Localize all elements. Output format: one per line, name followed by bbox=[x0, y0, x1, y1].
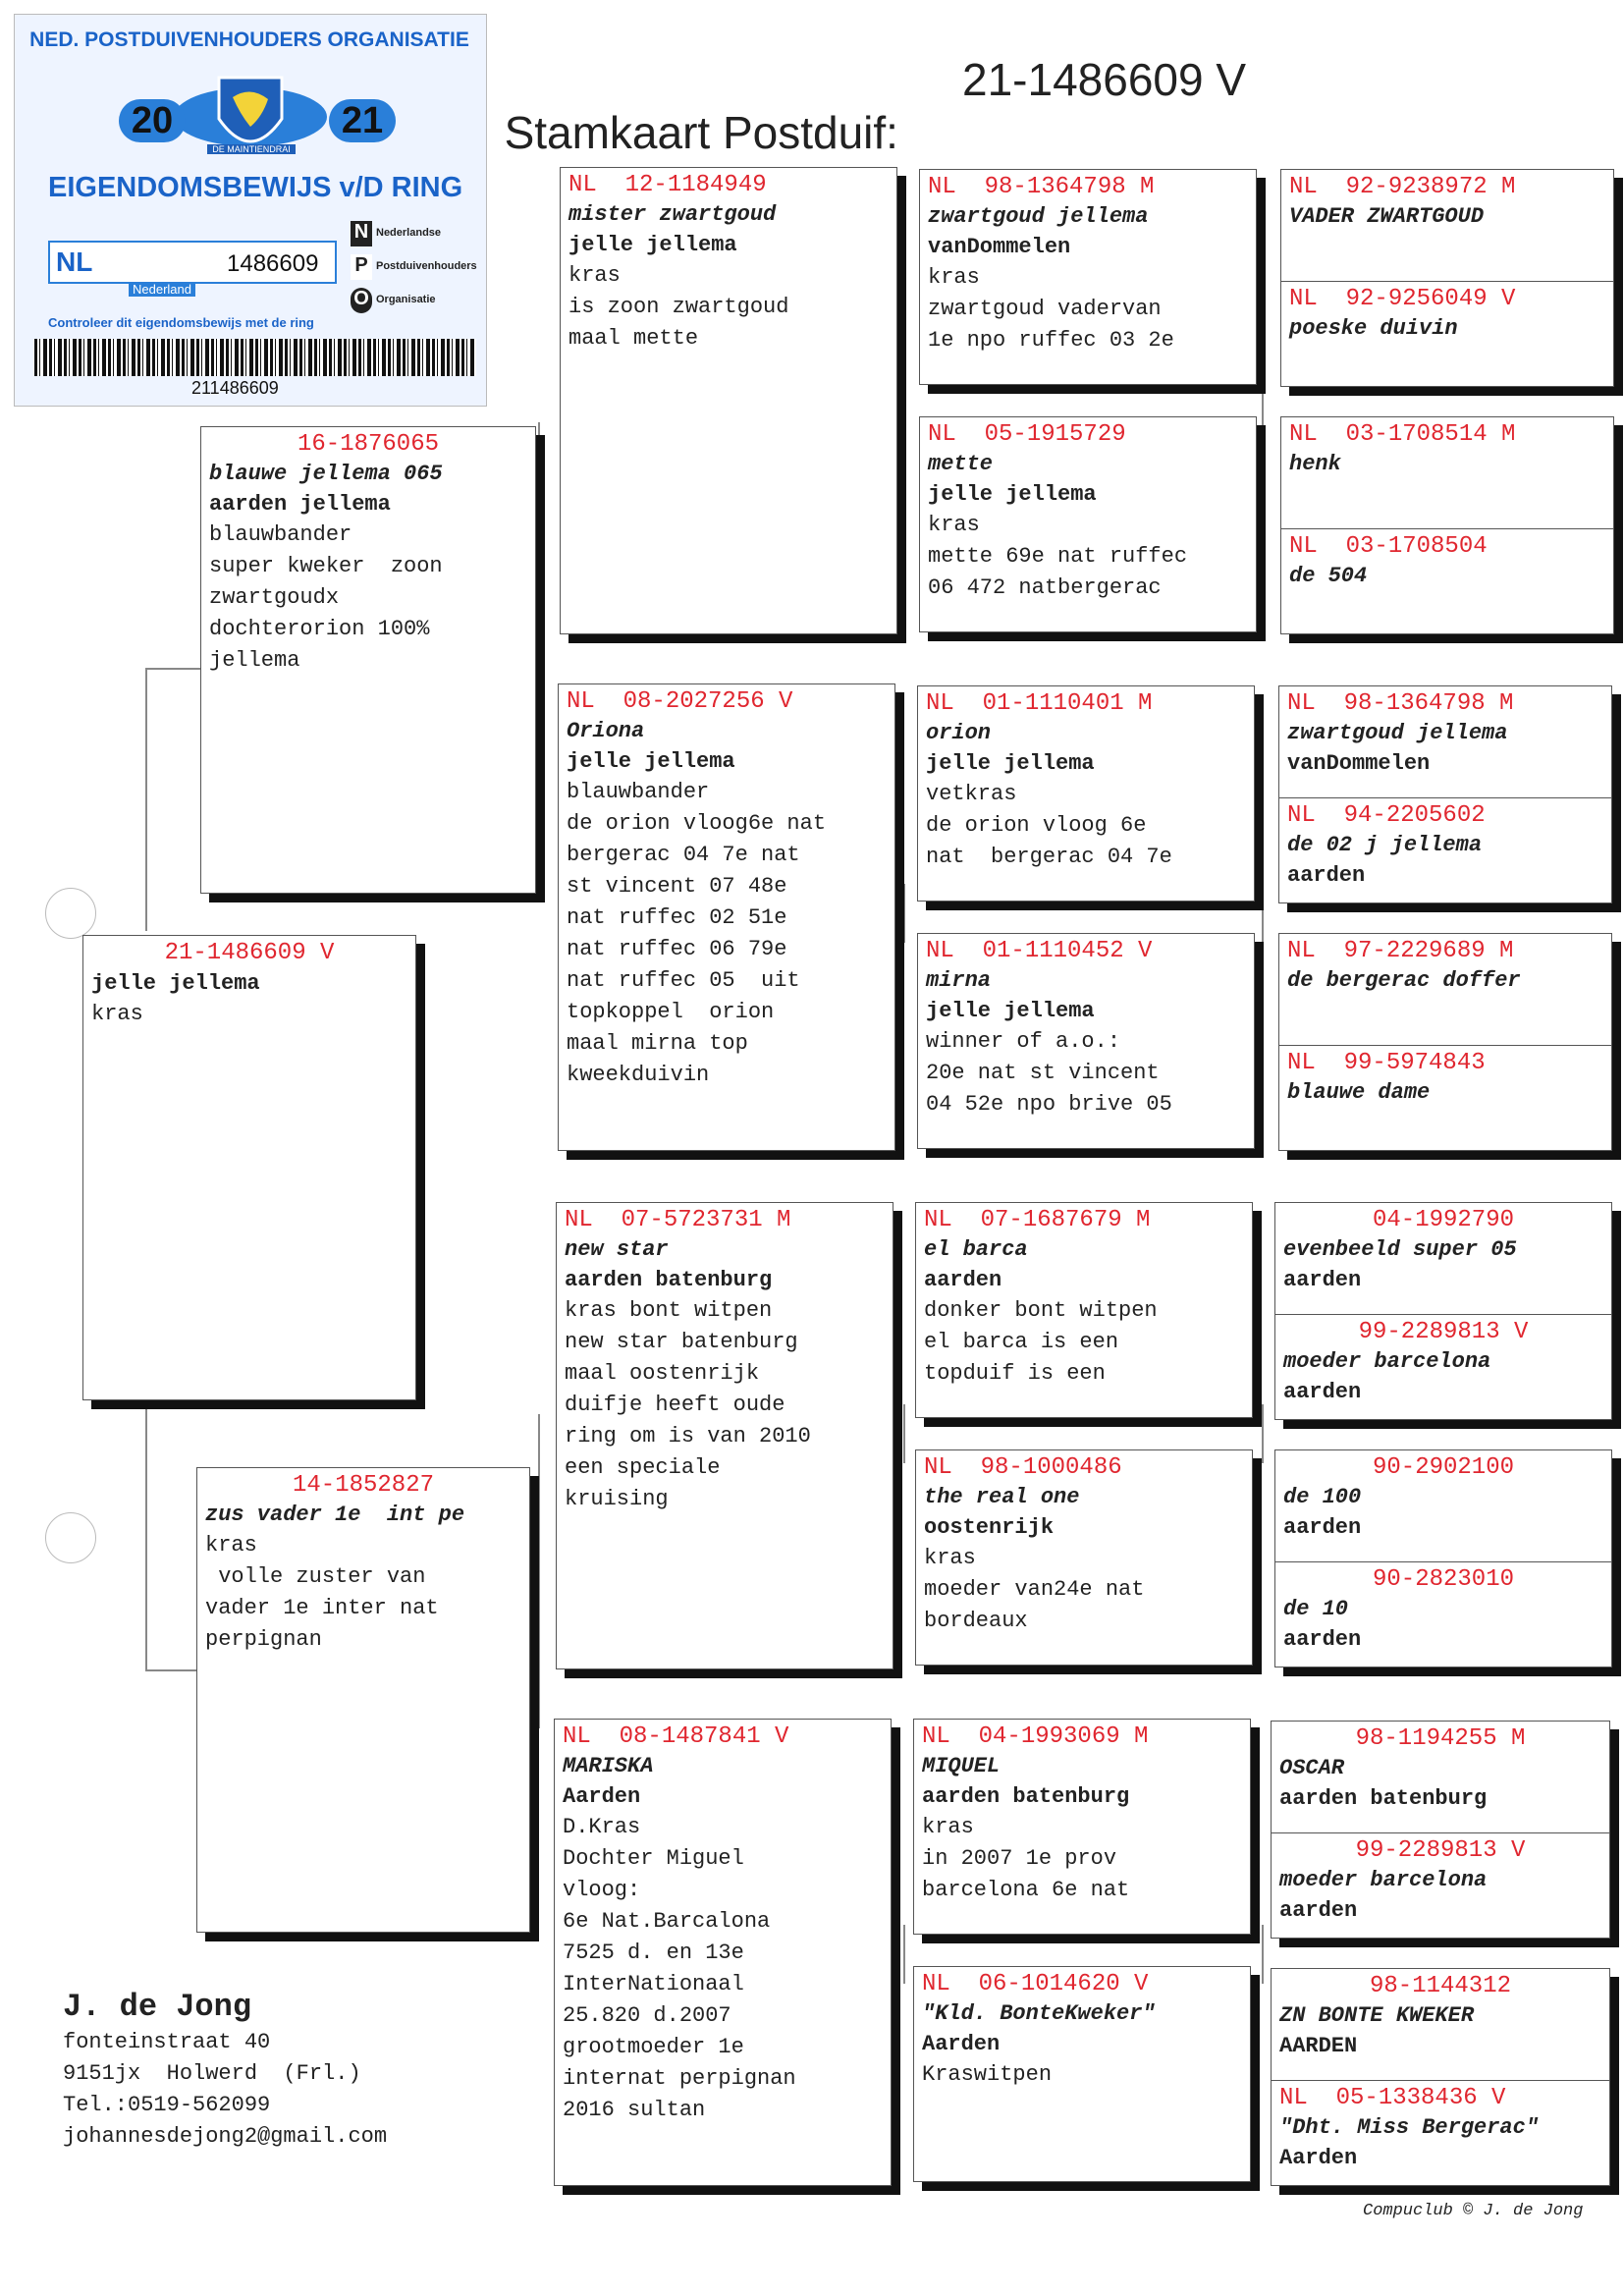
info-line: new star batenburg bbox=[565, 1330, 798, 1354]
info-line: internat perpignan bbox=[563, 2066, 796, 2091]
pigeon-name: jelle jellema bbox=[91, 971, 260, 996]
pigeon-ring: NL 99-5974843 bbox=[1287, 1050, 1486, 1076]
pigeon-ring: NL 12-1184949 bbox=[568, 172, 767, 198]
owner-name: aarden bbox=[924, 1268, 1002, 1292]
page-title bbox=[479, 53, 898, 159]
pigeon-ring: NL 06-1014620 V bbox=[922, 1971, 1149, 1997]
info-line: duifje heeft oude bbox=[565, 1393, 785, 1417]
owner-name: jelle jellema bbox=[568, 233, 737, 257]
info-line: 20e nat st vincent bbox=[926, 1061, 1160, 1085]
nederland-label: Nederland bbox=[129, 282, 195, 297]
pigeon-name: Oriona bbox=[567, 719, 645, 743]
info-line: kras bbox=[91, 1002, 143, 1026]
info-line: een speciale bbox=[565, 1455, 721, 1480]
divider bbox=[1272, 2080, 1609, 2173]
connector-line bbox=[903, 884, 905, 943]
divider bbox=[1275, 1561, 1611, 1655]
owner-name: jelle jellema bbox=[926, 751, 1095, 776]
pigeon-name: evenbeeld super 05 bbox=[1283, 1237, 1517, 1262]
info-line: topduif is een bbox=[924, 1361, 1106, 1386]
pigeon-ring: NL 92-9256049 V bbox=[1289, 286, 1516, 312]
npo-line-2: Postduivenhouders bbox=[376, 260, 477, 272]
info-line: kras bbox=[928, 513, 980, 537]
info-line: ring om is van 2010 bbox=[565, 1424, 811, 1449]
barcode bbox=[34, 339, 476, 376]
owner-name: vanDommelen bbox=[1287, 751, 1431, 776]
pigeon-name: MARISKA bbox=[563, 1754, 654, 1778]
info-line: 2016 sultan bbox=[563, 2098, 706, 2122]
info-line: topkoppel orion bbox=[567, 1000, 775, 1024]
info-line: kras bbox=[205, 1533, 257, 1558]
year-left-badge bbox=[119, 99, 186, 142]
year-right-badge bbox=[329, 99, 396, 142]
owner-name: Aarden bbox=[563, 1784, 641, 1809]
pigeon-name: de 100 bbox=[1283, 1485, 1362, 1509]
info-line: 25.820 d.2007 bbox=[563, 2003, 731, 2028]
pigeon-name: new star bbox=[565, 1237, 669, 1262]
info-line: barcelona 6e nat bbox=[922, 1878, 1130, 1902]
info-line: jellema bbox=[209, 648, 300, 673]
pigeon-ring: 16-1876065 bbox=[297, 431, 440, 458]
info-line: moeder van24e nat bbox=[924, 1577, 1145, 1602]
pigeon-name: moeder barcelona bbox=[1279, 1868, 1488, 1892]
owner-name: J. de Jong bbox=[63, 1989, 252, 2025]
info-line: zwartgoud vadervan bbox=[928, 297, 1162, 321]
title-ring: 21-1486609 V bbox=[962, 54, 1247, 105]
info-line: is zoon zwartgoud bbox=[568, 295, 789, 319]
great-grandparent-card bbox=[917, 685, 1255, 902]
pigeon-ring: 98-1194255 M bbox=[1355, 1725, 1526, 1752]
pigeon-name: blauwe dame bbox=[1287, 1080, 1431, 1105]
ownership-card bbox=[14, 14, 487, 407]
pigeon-name: mister zwartgoud bbox=[568, 202, 777, 227]
npo-letter-o: O bbox=[351, 288, 372, 313]
owner-city: 9151jx Holwerd (Frl.) bbox=[63, 2061, 361, 2086]
info-line: in 2007 1e prov bbox=[922, 1846, 1117, 1871]
pigeon-name: de 504 bbox=[1289, 564, 1368, 588]
pigeon-name: OSCAR bbox=[1279, 1756, 1345, 1780]
npo-logo bbox=[349, 221, 476, 329]
npo-line-3: Organisatie bbox=[376, 294, 436, 305]
info-line: InterNationaal bbox=[563, 1972, 744, 1996]
pigeon-ring: 21-1486609 V bbox=[164, 940, 335, 966]
owner-name: aarden batenburg bbox=[922, 1784, 1130, 1809]
connector-line bbox=[903, 1404, 905, 1463]
info-line: bergerac 04 7e nat bbox=[567, 843, 800, 867]
great-grandparent-card bbox=[919, 416, 1257, 632]
pigeon-name: henk bbox=[1289, 452, 1341, 476]
pigeon-name: MIQUEL bbox=[922, 1754, 1001, 1778]
info-line: grootmoeder 1e bbox=[563, 2035, 744, 2059]
info-line: vloog: bbox=[563, 1878, 641, 1902]
owner-name: aarden bbox=[1283, 1268, 1362, 1292]
info-line: kras bbox=[928, 265, 980, 290]
info-line: vetkras bbox=[926, 782, 1017, 806]
sire-card bbox=[200, 426, 536, 894]
connector-line bbox=[538, 1414, 540, 1728]
title-label: Stamkaart Postduif: bbox=[504, 107, 898, 158]
great-grandparent-card bbox=[919, 169, 1257, 385]
connector-line bbox=[1262, 884, 1264, 943]
owner-name: jelle jellema bbox=[567, 749, 735, 774]
owner-name: vanDommelen bbox=[928, 235, 1071, 259]
gen4-pair-card bbox=[1278, 933, 1612, 1151]
owner-street: fonteinstraat 40 bbox=[63, 2030, 271, 2054]
owner-name: Aarden bbox=[922, 2032, 1001, 2056]
owner-name: Aarden bbox=[1279, 2146, 1358, 2170]
owner-name: jelle jellema bbox=[926, 999, 1095, 1023]
info-line: nat ruffec 06 79e bbox=[567, 937, 787, 961]
divider bbox=[1281, 281, 1613, 344]
grandparent-card bbox=[560, 167, 897, 634]
pigeon-ring: NL 03-1708504 bbox=[1289, 533, 1488, 560]
info-line: D.Kras bbox=[563, 1815, 641, 1839]
info-line: 06 472 natbergerac bbox=[928, 575, 1162, 600]
pigeon-ring: 99-2289813 V bbox=[1358, 1319, 1529, 1345]
owner-name: aarden bbox=[1287, 863, 1366, 888]
dam-card bbox=[196, 1467, 530, 1933]
ring-number-field bbox=[48, 241, 337, 284]
info-line: 1e npo ruffec 03 2e bbox=[928, 328, 1174, 353]
info-line: nat bergerac 04 7e bbox=[926, 845, 1172, 869]
pigeon-name: de 10 bbox=[1283, 1597, 1349, 1621]
grandparent-card bbox=[554, 1719, 892, 2186]
divider bbox=[1272, 1832, 1609, 1926]
info-line: nat ruffec 02 51e bbox=[567, 905, 787, 930]
owner-name: jelle jellema bbox=[928, 482, 1097, 507]
subject-card bbox=[82, 935, 416, 1400]
info-line: 7525 d. en 13e bbox=[563, 1941, 744, 1965]
pigeon-name: de 02 j jellema bbox=[1287, 833, 1483, 857]
owner-block bbox=[63, 1988, 387, 2153]
info-line: maal oostenrijk bbox=[565, 1361, 760, 1386]
info-line: volle zuster van bbox=[205, 1564, 426, 1589]
info-line: de orion vloog6e nat bbox=[567, 811, 827, 836]
info-line: kras bbox=[568, 263, 621, 288]
pigeon-ring: 90-2823010 bbox=[1372, 1566, 1515, 1593]
connector-line bbox=[145, 1387, 147, 1671]
pigeon-ring: NL 03-1708514 M bbox=[1289, 421, 1516, 448]
pigeon-ring: 04-1992790 bbox=[1372, 1207, 1515, 1233]
info-line: kruising bbox=[565, 1487, 669, 1511]
owner-name: aarden bbox=[1283, 1627, 1362, 1652]
owner-name: oostenrijk bbox=[924, 1515, 1055, 1540]
gen4-pair-card bbox=[1271, 1721, 1610, 1939]
owner-phone: Tel.:0519-562099 bbox=[63, 2093, 271, 2117]
ring-number: 1486609 bbox=[227, 250, 319, 277]
gen4-pair-card bbox=[1274, 1449, 1612, 1667]
pigeon-name: moeder barcelona bbox=[1283, 1349, 1491, 1374]
pigeon-name: ZN BONTE KWEKER bbox=[1279, 2003, 1475, 2028]
info-line: maal mirna top bbox=[567, 1031, 748, 1056]
info-line: dochterorion 100% bbox=[209, 617, 430, 641]
pigeon-ring: NL 07-5723731 M bbox=[565, 1207, 791, 1233]
divider bbox=[1275, 1314, 1611, 1407]
info-line: kras bbox=[924, 1546, 976, 1570]
pigeon-ring: NL 05-1915729 bbox=[928, 421, 1126, 448]
pigeon-name: mirna bbox=[926, 968, 992, 993]
connector-line bbox=[145, 668, 147, 931]
great-grandparent-card bbox=[913, 1966, 1251, 2182]
connector-line bbox=[1262, 1925, 1264, 1984]
divider bbox=[1279, 797, 1611, 891]
pigeon-name: zus vader 1e int pe bbox=[205, 1503, 465, 1527]
info-line: bordeaux bbox=[924, 1609, 1028, 1633]
pigeon-ring: NL 97-2229689 M bbox=[1287, 938, 1514, 964]
connector-line bbox=[903, 1925, 905, 1984]
info-line: nat ruffec 05 uit bbox=[567, 968, 800, 993]
pigeon-ring: 98-1144312 bbox=[1369, 1973, 1512, 1999]
pigeon-ring: NL 98-1364798 M bbox=[928, 174, 1155, 200]
pigeon-name: zwartgoud jellema bbox=[928, 204, 1149, 229]
connector-line bbox=[145, 1669, 196, 1671]
info-line: zwartgoudx bbox=[209, 585, 340, 610]
connector-line bbox=[1262, 373, 1264, 432]
pigeon-name: the real one bbox=[924, 1485, 1080, 1509]
year-right: 21 bbox=[341, 100, 384, 141]
pigeon-ring: NL 01-1110452 V bbox=[926, 938, 1153, 964]
info-line: mette 69e nat ruffec bbox=[928, 544, 1188, 569]
info-line: Kraswitpen bbox=[922, 2062, 1053, 2087]
pigeon-ring: NL 98-1000486 bbox=[924, 1454, 1122, 1481]
great-grandparent-card bbox=[915, 1449, 1253, 1666]
pigeon-ring: NL 08-2027256 V bbox=[567, 688, 793, 715]
info-line: 6e Nat.Barcalona bbox=[563, 1909, 771, 1934]
npo-letter-n: N bbox=[351, 221, 372, 246]
gen4-pair-card bbox=[1280, 169, 1614, 387]
info-line: 04 52e npo brive 05 bbox=[926, 1092, 1172, 1117]
pigeon-name: blauwe jellema 065 bbox=[209, 462, 443, 486]
pigeon-name: orion bbox=[926, 721, 992, 745]
pigeon-name: mette bbox=[928, 452, 994, 476]
info-line: super kweker zoon bbox=[209, 554, 443, 578]
connector-line bbox=[903, 373, 905, 432]
pigeon-name: "Kld. BonteKweker" bbox=[922, 2001, 1156, 2026]
pigeon-name: de bergerac doffer bbox=[1287, 968, 1521, 993]
org-name: NED. POSTDUIVENHOUDERS ORGANISATIE bbox=[29, 28, 469, 51]
info-line: kras bont witpen bbox=[565, 1298, 773, 1323]
pigeon-ring: NL 94-2205602 bbox=[1287, 802, 1486, 829]
info-line: Dochter Miguel bbox=[563, 1846, 744, 1871]
pigeon-ring: NL 92-9238972 M bbox=[1289, 174, 1516, 200]
pigeon-ring: NL 05-1338436 V bbox=[1279, 2085, 1506, 2111]
info-line: el barca is een bbox=[924, 1330, 1119, 1354]
connector-line bbox=[145, 668, 200, 670]
proof-title: EIGENDOMSBEWIJS v/D RING bbox=[48, 172, 463, 203]
info-line: vader 1e inter nat bbox=[205, 1596, 439, 1620]
gen4-pair-card bbox=[1271, 1968, 1610, 2186]
owner-name: aarden batenburg bbox=[565, 1268, 773, 1292]
info-line: donker bont witpen bbox=[924, 1298, 1158, 1323]
credit: Compuclub © J. de Jong bbox=[1363, 2202, 1584, 2220]
grandparent-card bbox=[556, 1202, 893, 1669]
country-code: NL bbox=[56, 246, 93, 277]
pigeon-ring: 99-2289813 V bbox=[1355, 1837, 1526, 1864]
info-line: kweekduivin bbox=[567, 1063, 710, 1087]
info-line: maal mette bbox=[568, 326, 699, 351]
info-line: winner of a.o.: bbox=[926, 1029, 1121, 1054]
owner-name: aarden bbox=[1283, 1380, 1362, 1404]
gen4-pair-card bbox=[1280, 416, 1614, 634]
npo-line-1: Nederlandse bbox=[376, 227, 442, 239]
info-line: kras bbox=[922, 1815, 974, 1839]
great-grandparent-card bbox=[913, 1719, 1251, 1935]
pigeon-name: poeske duivin bbox=[1289, 316, 1458, 341]
owner-name: AARDEN bbox=[1279, 2034, 1358, 2058]
owner-email: johannesdejong2@gmail.com bbox=[63, 2124, 388, 2149]
pigeon-name: el barca bbox=[924, 1237, 1028, 1262]
info-line: blauwbander bbox=[209, 522, 352, 547]
pigeon-ring: NL 98-1364798 M bbox=[1287, 690, 1514, 717]
gen4-pair-card bbox=[1274, 1202, 1612, 1420]
owner-name: aarden bbox=[1279, 1898, 1358, 1923]
connector-line bbox=[1262, 1404, 1264, 1463]
pigeon-ring: 90-2902100 bbox=[1372, 1454, 1515, 1481]
great-grandparent-card bbox=[915, 1202, 1253, 1418]
pigeon-ring: 14-1852827 bbox=[292, 1472, 435, 1499]
owner-name: aarden bbox=[1283, 1515, 1362, 1540]
pigeon-ring: NL 08-1487841 V bbox=[563, 1723, 789, 1750]
owner-name: aarden jellema bbox=[209, 492, 391, 517]
info-line: blauwbander bbox=[567, 780, 710, 804]
gen4-pair-card bbox=[1278, 685, 1612, 903]
info-line: st vincent 07 48e bbox=[567, 874, 787, 899]
info-line: perpignan bbox=[205, 1627, 322, 1652]
pigeon-name: zwartgoud jellema bbox=[1287, 721, 1508, 745]
barcode-number: 211486609 bbox=[191, 378, 279, 398]
grandparent-card bbox=[558, 683, 895, 1151]
divider bbox=[1279, 1045, 1611, 1108]
punch-hole bbox=[45, 888, 96, 939]
year-left: 20 bbox=[131, 100, 174, 141]
connector-line bbox=[538, 422, 540, 717]
ribbon-text: DE MAINTIENDRAI bbox=[207, 144, 296, 154]
pigeon-ring: NL 07-1687679 M bbox=[924, 1207, 1151, 1233]
divider bbox=[1281, 528, 1613, 591]
info-line: de orion vloog 6e bbox=[926, 813, 1147, 838]
pigeon-name: VADER ZWARTGOUD bbox=[1289, 204, 1485, 229]
pigeon-ring: NL 01-1110401 M bbox=[926, 690, 1153, 717]
punch-hole bbox=[45, 1512, 96, 1563]
owner-name: aarden batenburg bbox=[1279, 1786, 1488, 1811]
card-note: Controleer dit eigendomsbewijs met de ring bbox=[48, 315, 314, 330]
pigeon-name: "Dht. Miss Bergerac" bbox=[1279, 2115, 1540, 2140]
pigeon-ring: NL 04-1993069 M bbox=[922, 1723, 1149, 1750]
lion-logo-icon bbox=[172, 58, 329, 176]
npo-letter-p: P bbox=[351, 254, 372, 280]
great-grandparent-card bbox=[917, 933, 1255, 1149]
